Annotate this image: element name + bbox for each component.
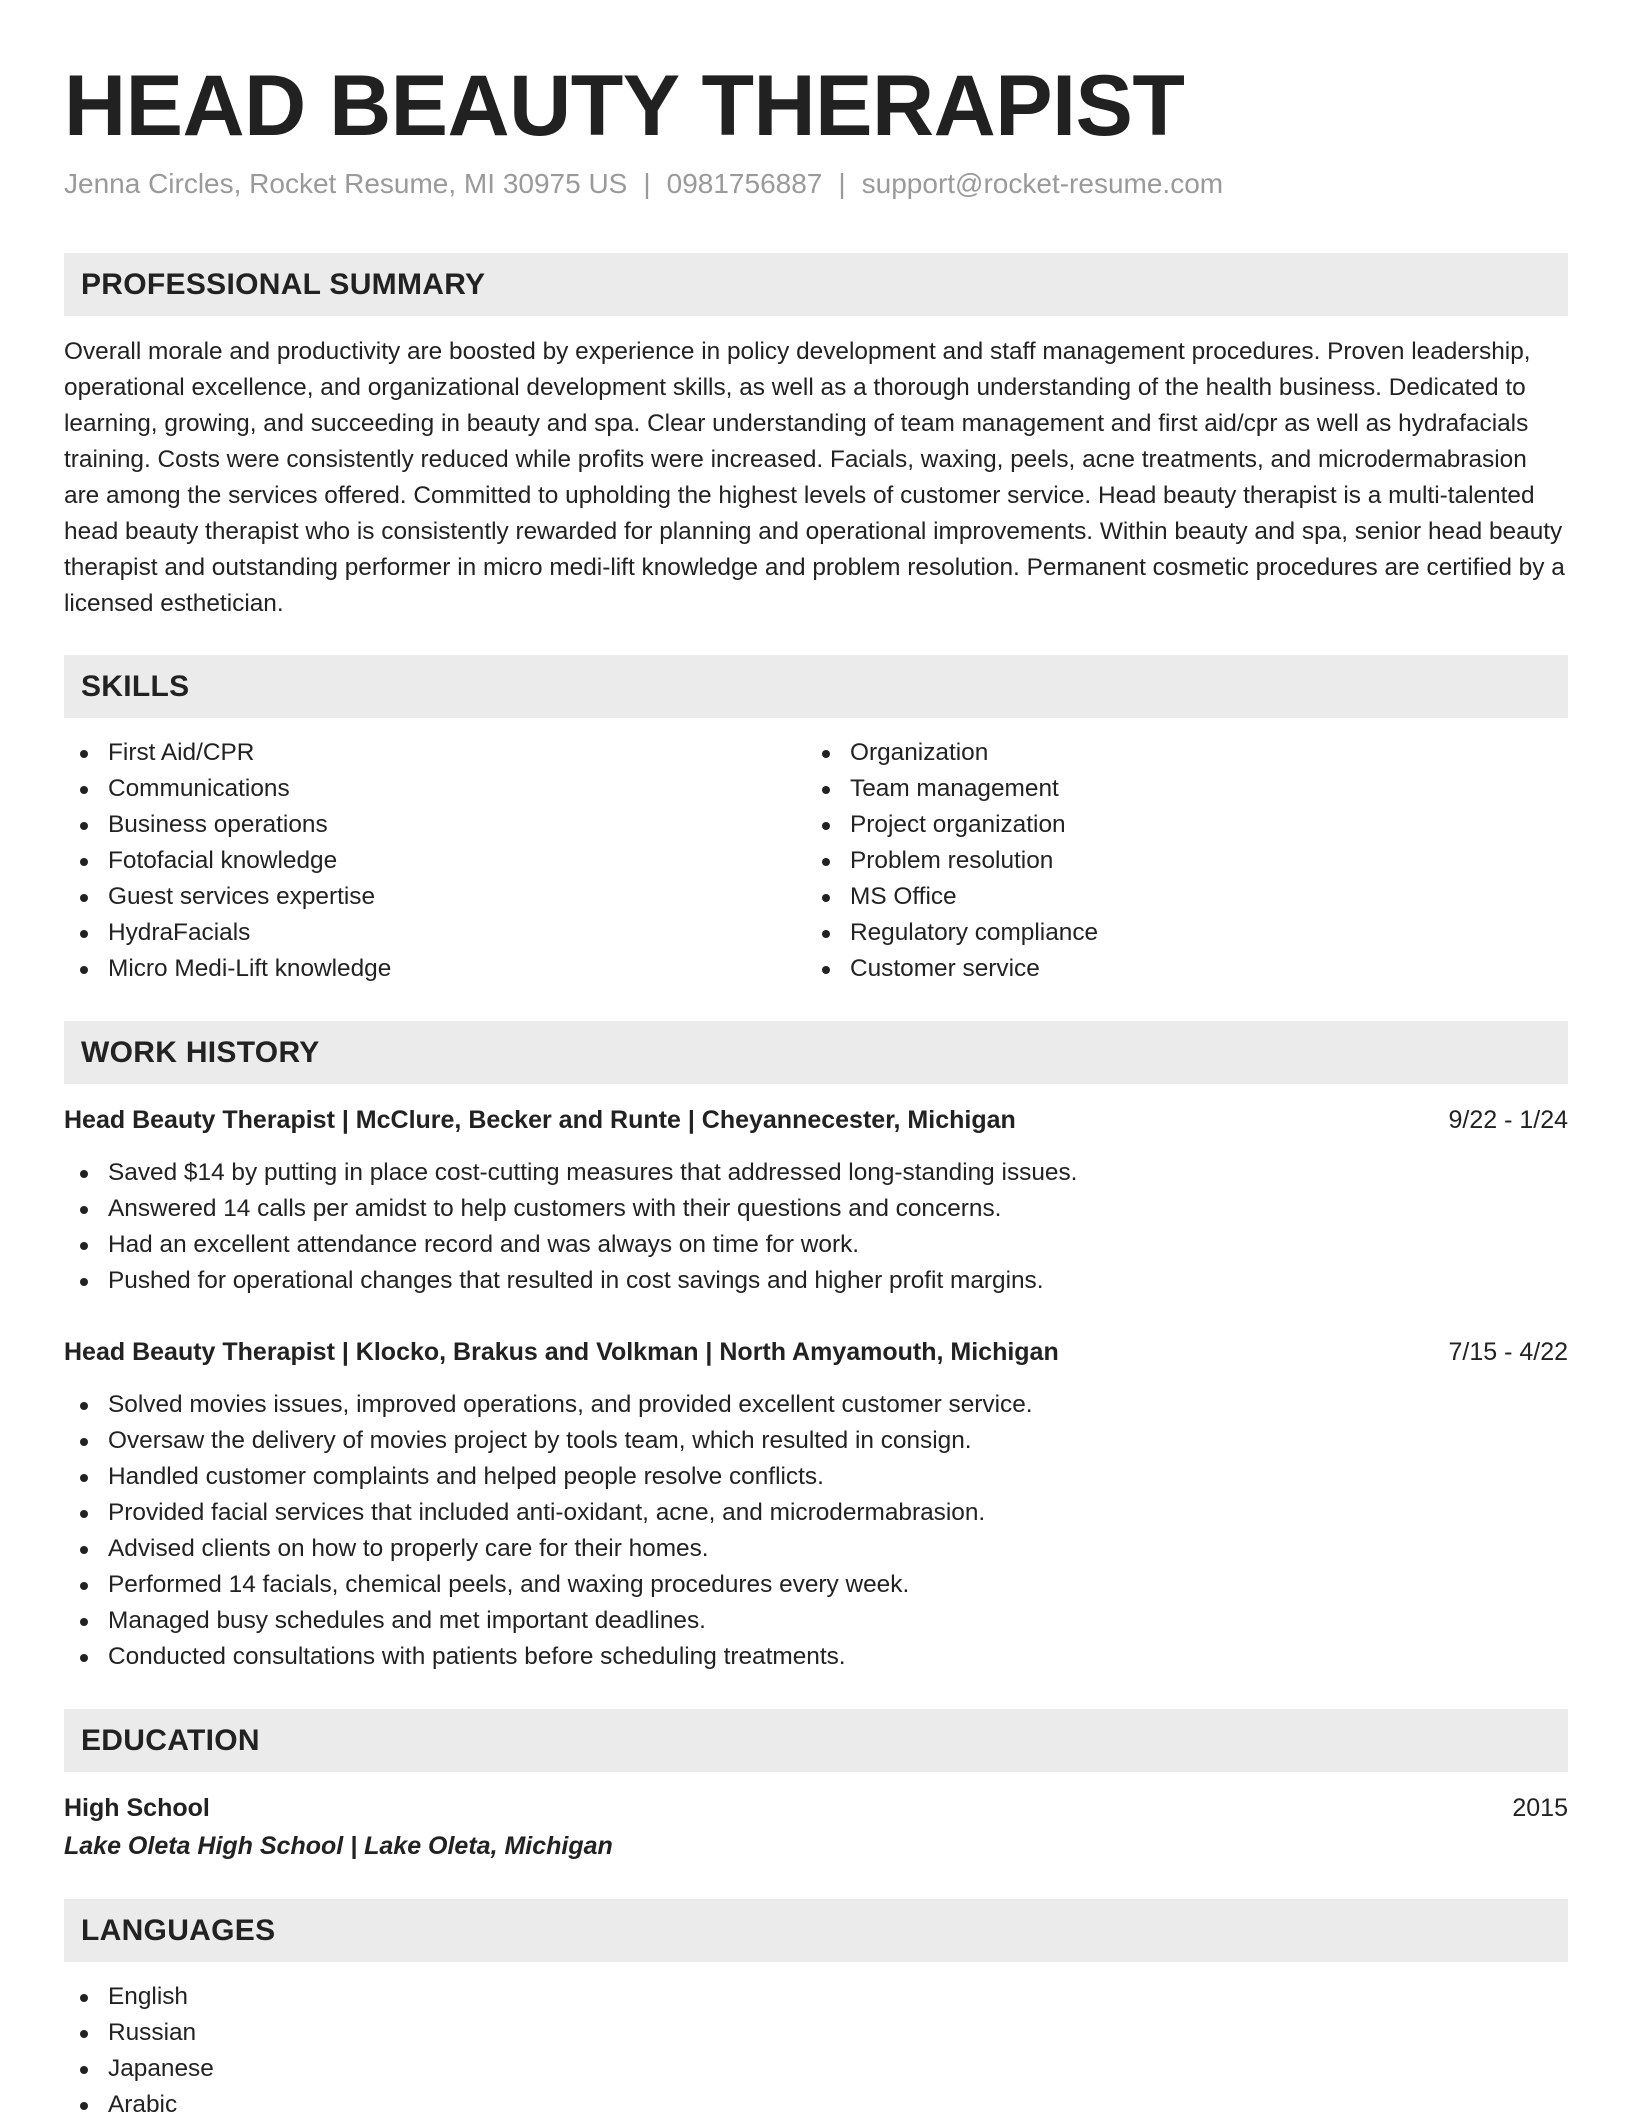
section-header-summary — [64, 253, 1568, 316]
contact-line — [64, 166, 1223, 202]
contact-email: support@rocket-resume.com — [861, 168, 1224, 199]
job-bullet: Advised clients on how to properly care for their homes. — [64, 1531, 1568, 1567]
languages-list — [64, 1979, 804, 2123]
section-title-work-history: WORK HISTORY — [81, 1036, 320, 1069]
contact-separator: | — [643, 168, 651, 199]
job-bullet: Oversaw the delivery of movies project by tools team, which resulted in consign. — [64, 1423, 1568, 1459]
skills-list-right — [806, 735, 1546, 987]
skill-item: Fotofacial knowledge — [64, 843, 804, 879]
section-title-summary: PROFESSIONAL SUMMARY — [81, 268, 486, 301]
job-bullet: Performed 14 facials, chemical peels, and waxing procedures every week. — [64, 1567, 1568, 1603]
job-dates: 9/22 - 1/24 — [1448, 1106, 1568, 1134]
section-title-education: EDUCATION — [81, 1724, 260, 1757]
job-bullet: Provided facial services that included anti-oxidant, acne, and microdermabrasion. — [64, 1495, 1568, 1531]
contact-address: Jenna Circles, Rocket Resume, MI 30975 US — [64, 168, 628, 199]
skill-item: First Aid/CPR — [64, 735, 804, 771]
skill-item: Communications — [64, 771, 804, 807]
skill-item: Team management — [806, 771, 1546, 807]
job-bullets — [64, 1387, 1568, 1675]
job-bullets — [64, 1155, 1568, 1299]
job-bullet: Pushed for operational changes that resulted in cost savings and higher profit margins. — [64, 1263, 1568, 1299]
contact-separator: | — [838, 168, 846, 199]
contact-phone: 0981756887 — [666, 168, 823, 199]
section-title-skills: SKILLS — [81, 670, 190, 703]
job-bullet: Saved $14 by putting in place cost-cutting measures that addressed long-standing issues. — [64, 1155, 1568, 1191]
job-bullet: Solved movies issues, improved operations, and provided excellent customer service. — [64, 1387, 1568, 1423]
skill-item: MS Office — [806, 879, 1546, 915]
language-item: Japanese — [64, 2051, 804, 2087]
resume-name-title: HEAD BEAUTY THERAPIST — [64, 58, 1185, 154]
section-header-education — [64, 1709, 1568, 1772]
job-dates: 7/15 - 4/22 — [1448, 1338, 1568, 1366]
skill-item: Project organization — [806, 807, 1546, 843]
skills-list-left — [64, 735, 804, 987]
skill-item: Customer service — [806, 951, 1546, 987]
skill-item: Problem resolution — [806, 843, 1546, 879]
job-bullet: Managed busy schedules and met important deadlines. — [64, 1603, 1568, 1639]
job-bullet: Handled customer complaints and helped people resolve conflicts. — [64, 1459, 1568, 1495]
education-degree: High School — [64, 1794, 210, 1822]
skill-item: Regulatory compliance — [806, 915, 1546, 951]
summary-text: Overall morale and productivity are boosted by experience in policy development and staff management procedures. Proven leadership, operational excellence, and organizational development skills, as well as a thorough understanding of the health business. Dedicated to learning, growing, and succeeding in beauty and spa. Clear understanding of team management and first aid/cpr as well as hydrafacials training. Costs were consistently reduced while profits were increased. Facials, waxing, peels, acne treatments, and microdermabrasion are among the services offered. Committed to upholding the highest levels of customer service. Head beauty therapist is a multi-talented head beauty therapist who is consistently rewarded for planning and operational improvements. Within beauty and spa, senior head beauty therapist and outstanding performer in micro medi-lift knowledge and problem resolution. Permanent cosmetic procedures are certified by a licensed esthetician. — [64, 338, 1565, 617]
education-year: 2015 — [1512, 1794, 1568, 1822]
skill-item: Micro Medi-Lift knowledge — [64, 951, 804, 987]
job-bullet: Conducted consultations with patients before scheduling treatments. — [64, 1639, 1568, 1675]
section-title-languages: LANGUAGES — [81, 1914, 276, 1947]
job-bullet: Had an excellent attendance record and was always on time for work. — [64, 1227, 1568, 1263]
language-item: Russian — [64, 2015, 804, 2051]
job-bullet: Answered 14 calls per amidst to help customers with their questions and concerns. — [64, 1191, 1568, 1227]
section-header-work-history — [64, 1021, 1568, 1084]
skill-item: Organization — [806, 735, 1546, 771]
language-item: Arabic — [64, 2087, 804, 2123]
job-title: Head Beauty Therapist | McClure, Becker and Runte | Cheyannecester, Michigan — [64, 1106, 1016, 1134]
skill-item: HydraFacials — [64, 915, 804, 951]
section-header-languages — [64, 1899, 1568, 1962]
language-item: English — [64, 1979, 804, 2015]
job-title: Head Beauty Therapist | Klocko, Brakus and Volkman | North Amyamouth, Michigan — [64, 1338, 1059, 1366]
education-school: Lake Oleta High School | Lake Oleta, Michigan — [64, 1832, 613, 1860]
section-header-skills — [64, 655, 1568, 718]
skill-item: Business operations — [64, 807, 804, 843]
skill-item: Guest services expertise — [64, 879, 804, 915]
